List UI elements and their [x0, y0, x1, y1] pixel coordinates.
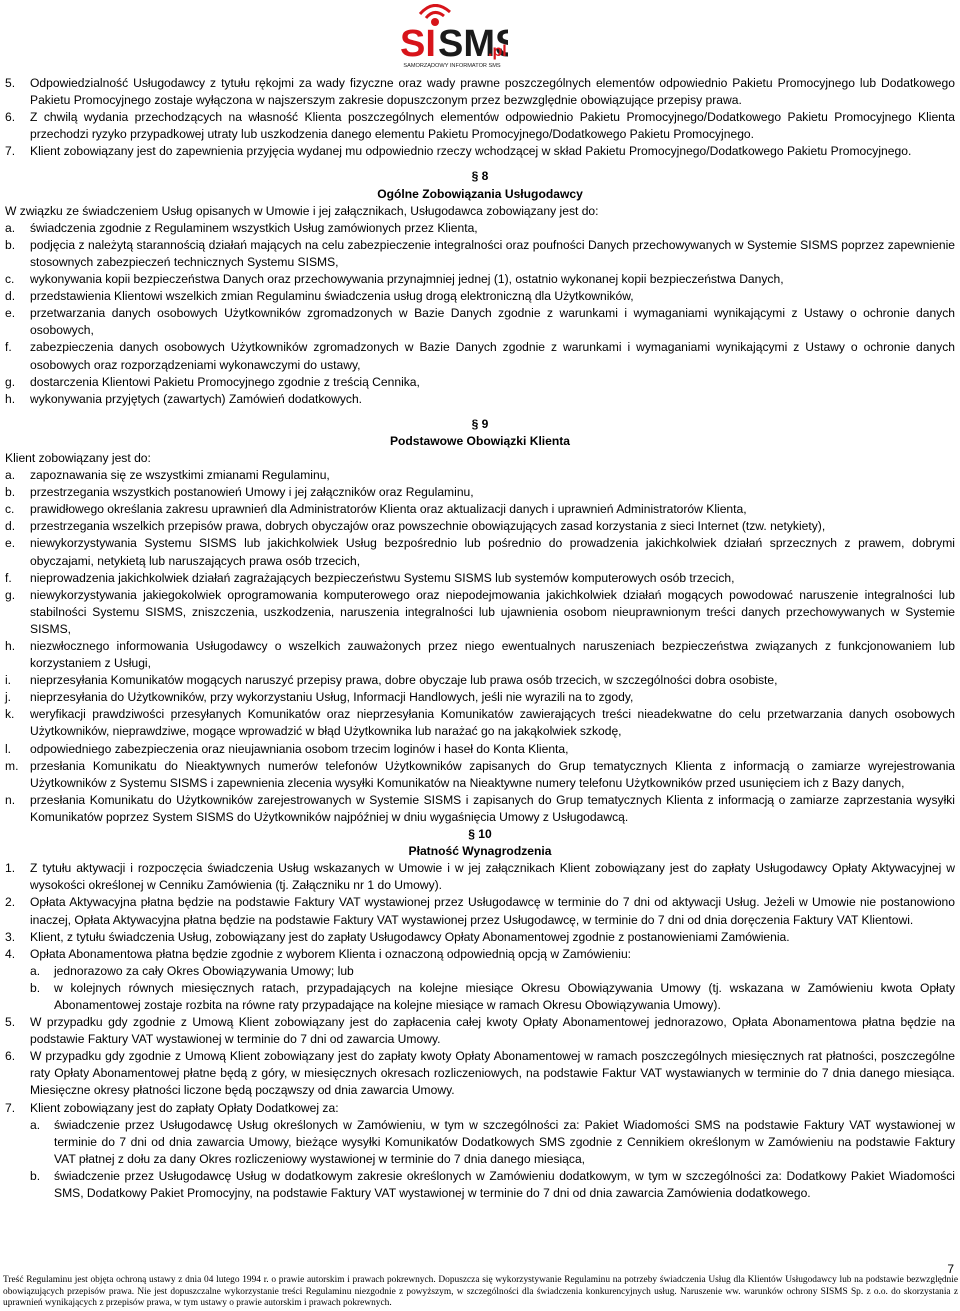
list-item: h. niezwłocznego informowania Usługodawcy o wszelkich zauważonych przez niego ewentualnych naruszeniach bezpieczeństwa związanych z funkcjonowaniem lub korzystaniem z Usługi,	[5, 639, 955, 671]
section-10-number: § 10	[468, 827, 492, 842]
list-item: c. wykonywania kopii bezpieczeństwa Danych oraz przechowywania przynajmniej jednej (1), ostatnio wykonanej kopii bezpieczeństwa Danych,	[5, 272, 784, 287]
sisms-logo-graphic	[396, 4, 508, 72]
sub-list-item: a. jednorazowo za cały Okres Obowiązywania Umowy; lub	[30, 963, 354, 978]
sub-list-item: a. świadczenie przez Usługodawcę Usług określonych w Zamówieniu, w tym w szczególności za: Pakiet Wiadomości SMS na podstawie Faktury VAT wystawionej w terminie do 7 dni od dnia zawarcia Umowy, bieżące wysyłki Komunikatów Dodatkowych SMS zgodnie z Cennikiem określonym w Zamówieniu na podstawie Faktury VAT płatnej z dołu za dany Okres rozliczeniowy wystawionej w terminie do 7 dnia danego miesiąca,	[30, 1117, 955, 1166]
list-item: f. nieprowadzenia jakichkolwiek działań zagrażających bezpieczeństwu Systemu SISMS lub systemów komputerowych osób trzecich,	[5, 570, 735, 585]
list-item: 7. Klient zobowiązany jest do zapewnienia przyjęcia wydanej mu odpowiednio rzeczy wchodzącej w skład Pakietu Promocyjnego/Dodatkowego Pakietu Promocyjnego.	[5, 144, 912, 159]
section-8-number: § 8	[471, 169, 489, 184]
list-item: a. zapoznawania się ze wszystkimi zmianami Regulaminu,	[5, 468, 330, 483]
section-9-intro: Klient zobowiązany jest do:	[5, 450, 151, 465]
list-item: c. prawidłowego określania zakresu uprawnień dla Administratorów Klienta oraz aktualizacji danych i uprawnień Administratorów Klienta,	[5, 502, 747, 517]
list-item: 4. Opłata Abonamentowa płatna będzie zgodnie z wyborem Klienta i oznaczoną odpowiednią opcją w Zamówieniu:	[5, 946, 632, 961]
list-item: l. odpowiedniego zabezpieczenia oraz nieujawniania osobom trzecim loginów i haseł do Konta Klienta,	[5, 741, 569, 756]
list-item: m. przesłania Komunikatu do Nieaktywnych numerów telefonów Użytkowników zapisanych do Grup tematycznych Klienta z informacją o zamiarze wyrejestrowania Użytkowników z Systemu SISMS i zapewnienia zlecenia wysyłki Komunikatów na Nieaktywne numery telefonu Użytkowników przed usunięciem ich z Bazy danych,	[5, 758, 955, 790]
list-item: d. przedstawienia Klientowi wszelkich zmian Regulaminu świadczenia usług drogą elektroniczną dla Użytkowników,	[5, 289, 634, 304]
page-number: 7	[947, 1262, 954, 1276]
section-8-intro: W związku ze świadczeniem Usług opisanych w Umowie i jej załącznikach, Usługodawca zobowiązany jest do:	[5, 203, 599, 218]
list-item: f. zabezpieczenia danych osobowych Użytkowników zgromadzonych w Bazie Danych zgodnie z warunkami i wymaganiami wynikającymi z Ustawy o ochronie danych osobowych oraz rozporządzeniami wykonawczymi do ustawy,	[5, 340, 955, 372]
regulation-content	[5, 75, 955, 1202]
list-item: 6. W przypadku gdy zgodnie z Umową Klient zobowiązany jest do zapłaty kwoty Opłaty Abonamentowej w ramach poszczególnych miesięcznych rat płatności, poszczególne raty Opłaty Abonamentowej płatne będą z góry, w miesięcznych okresach rozliczeniowych, na podstawie Faktur VAT wystawianych w terminie do 7 dnia danego miesiąca. Miesięczne okresy płatności liczone będą począwszy od dnia zawarcia Umowy.	[5, 1049, 955, 1098]
list-item: 7. Klient zobowiązany jest do zapłaty Opłaty Dodatkowej za:	[5, 1100, 339, 1115]
list-item: 1. Z tytułu aktywacji i rozpoczęcia świadczenia Usług wskazanych w Umowie i w jej załącznikach Klient zobowiązany jest do zapłaty Usługodawcy Opłaty Aktywacyjnej w wysokości określonej w Cenniku Zamówienia (tj. Załączniku nr 1 do Umowy).	[5, 861, 955, 893]
list-item: e. niewykorzystywania Systemu SISMS lub jakichkolwiek Usług bezpośrednio lub pośrednio do prowadzenia jakichkolwiek działań sprzecznych z prawem, dobrymi obyczajami, netykietą lub naruszających prawa osób trzecich,	[5, 536, 955, 568]
list-item: a. świadczenia zgodnie z Regulaminem wszystkich Usług zamówionych przez Klienta,	[5, 220, 478, 235]
list-item: 6. Z chwilą wydania przechodzących na własność Klienta poszczególnych elementów odpowiednio Pakietu Promocyjnego/Dodatkowego Pakietu Promocyjnego Klienta przechodzi ryzyko przypadkowej utraty lub uszkodzenia danego elementu Pakietu Promocyjnego/Dodatkowego Pakietu Promocyjnego.	[5, 110, 955, 142]
section-9-number: § 9	[471, 416, 489, 431]
list-item: 5. W przypadku gdy zgodnie z Umową Klient zobowiązany jest do zapłacenia całej kwoty Opłaty Abonamentowej jednorazowo, Opłata Abonamentowa płatna będzie na podstawie Faktury VAT wystawionej w terminie do 7 dni od zawarcia Umowy.	[5, 1015, 955, 1047]
signal-wave-icon	[426, 12, 444, 18]
list-item: h. wykonywania przyjętych (zawartych) Zamówień dodatkowych.	[5, 391, 363, 406]
list-item: 5. Odpowiedzialność Usługodawcy z tytułu rękojmi za wady fizyczne oraz wady prawne poszczególnych elementów odpowiednio Pakietu Promocyjnego lub Dodatkowego Pakietu Promocyjnego zostaje wyłączona w najszerszym zakresie dopuszczonym przez bezwzględnie obowiązujące przepisy prawa.	[5, 76, 955, 108]
list-item: n. przesłania Komunikatu do Użytkowników zarejestrowanych w Systemie SISMS i zapisanych do Grup tematycznych Klienta z informacją o zamiarze zaprzestania wysyłki Komunikatów poprzez System SISMS do Użytkowników najpóźniej w dniu wygaśnięcia Umowy z Usługodawcą.	[5, 792, 955, 824]
list-item: 3. Klient, z tytułu świadczenia Usług, zobowiązany jest do zapłaty Usługodawcy Opłaty Abonamentowej zgodnie z postanowieniami Zamówienia.	[5, 929, 790, 944]
list-item: d. przestrzegania wszelkich przepisów prawa, dobrych obyczajów oraz powszechnie obowiązujących zasad korzystania z sieci Internet (tzw. netykiety),	[5, 519, 826, 534]
list-item: b. podjęcia z należytą starannością działań mających na celu zabezpieczenie integralności oraz poufności Danych przechowywanych w Systemie SISMS poprzez zapewnienie stosownych zabezpieczeń technicznych Systemu SISMS,	[5, 237, 955, 269]
list-item: e. przetwarzania danych osobowych Użytkowników zgromadzonych w Bazie Danych zgodnie z warunkami i wymaganiami wynikającymi z Ustawy o ochronie danych osobowych,	[5, 306, 955, 338]
list-item: g. niewykorzystywania jakiegokolwiek oprogramowania komputerowego oraz niepodejmowania jakichkolwiek działań mogących powodować naruszenie integralności lub stabilności Systemu SISMS, zniszczenia, uszkodzenia, naruszenia integralności lub ujawnienia osobom nieuprawnionym treści danych przechowywanych w Systemie SISMS,	[5, 587, 955, 636]
sub-list-item: b. w kolejnych równych miesięcznych ratach, przypadających na kolejne miesiące Okresu Obowiązywania Umowy (tj. wskazana w Zamówieniu kwota Opłaty Abonamentowej zostaje rozbita na równe raty przypadające na kolejne miesiące w ramach Okresu Obowiązywania Umowy).	[30, 980, 955, 1012]
section-9-title: Podstawowe Obowiązki Klienta	[389, 433, 571, 448]
sisms-logo	[396, 4, 508, 72]
section-8-title: Ogólne Zobowiązania Usługodawcy	[377, 186, 583, 201]
sub-list-item: b. świadczenie przez Usługodawcę Usług w dodatkowym zakresie określonych w Zamówieniu dodatkowym, w tym w szczególności za: Dodatkowy Pakiet Wiadomości SMS, Dodatkowy Pakiet Promocyjny, na podstawie Faktury VAT wystawionej w terminie do 7 dni od dnia zawarcia Zamówienia dodatkowego.	[30, 1168, 955, 1200]
list-item: g. dostarczenia Klientowi Pakietu Promocyjnego zgodnie z treścią Cennika,	[5, 374, 420, 389]
list-item: i. nieprzesyłania Komunikatów mogących naruszyć przepisy prawa, dobre obyczaje lub prawa osób trzecich, w szczególności dobra osobiste,	[5, 673, 778, 688]
list-item: b. przestrzegania wszystkich postanowień Umowy i jej załączników oraz Regulaminu,	[5, 485, 474, 500]
list-item: 2. Opłata Aktywacyjna płatna będzie na podstawie Faktury VAT wystawionej przez Usługodawcę w terminie do 7 dni od aktywacji Usług. Jeżeli w Umowie nie postanowiono inaczej, Opłata Aktywacyjna płatna będzie na podstawie Faktury VAT wystawionej przez Usługodawcę, w terminie do 7 dni od dnia doręczenia Faktury VAT Klientowi.	[5, 895, 955, 927]
logo-tagline: SAMORZĄDOWY INFORMATOR SMS	[403, 63, 501, 69]
copyright-footer: Treść Regulaminu jest objęta ochroną ustawy z dnia 04 lutego 1994 r. o prawie autorskim i prawach pokrewnych. Dopuszcza się wykorzystywanie Regulaminu na potrzeby świadczenia Usług dla Klientów Usługodawcy lub na podstawie bezwzględnie obowiązujących przepisów prawa. Nie jest dopuszczalne wykorzystanie treści Regulaminu niezgodnie z powyższym, w szczególności dla świadczenia konkurencyjnych usług. Naruszenie ww. warunków ochrony SISMS Sp. z o.o. do skorzystania z uprawnień wynikających z przepisów prawa, w tym ustawy o prawie autorskim i prawach pokrewnych.	[3, 1275, 958, 1309]
logo-brand-part-sms: SMS	[438, 23, 508, 65]
logo-domain: .pl	[488, 43, 507, 60]
list-item: k. weryfikacji prawdziwości przesyłanych Komunikatów oraz nieprzesyłania Komunikatów zawierających treści nieadekwatne do celu przetwarzania danych osobowych Użytkowników, nieprawdziwe, mogące wprowadzić w błąd Użytkownika lub narażać go na jakąkolwiek szkodę,	[5, 707, 955, 739]
section-10-title: Płatność Wynagrodzenia	[408, 844, 552, 859]
list-item: j. nieprzesyłania do Użytkowników, przy wykorzystaniu Usług, Informacji Handlowych, jeśli nie wyrazili na to zgody,	[5, 690, 634, 705]
logo-brand-part-si: SI	[400, 23, 436, 65]
